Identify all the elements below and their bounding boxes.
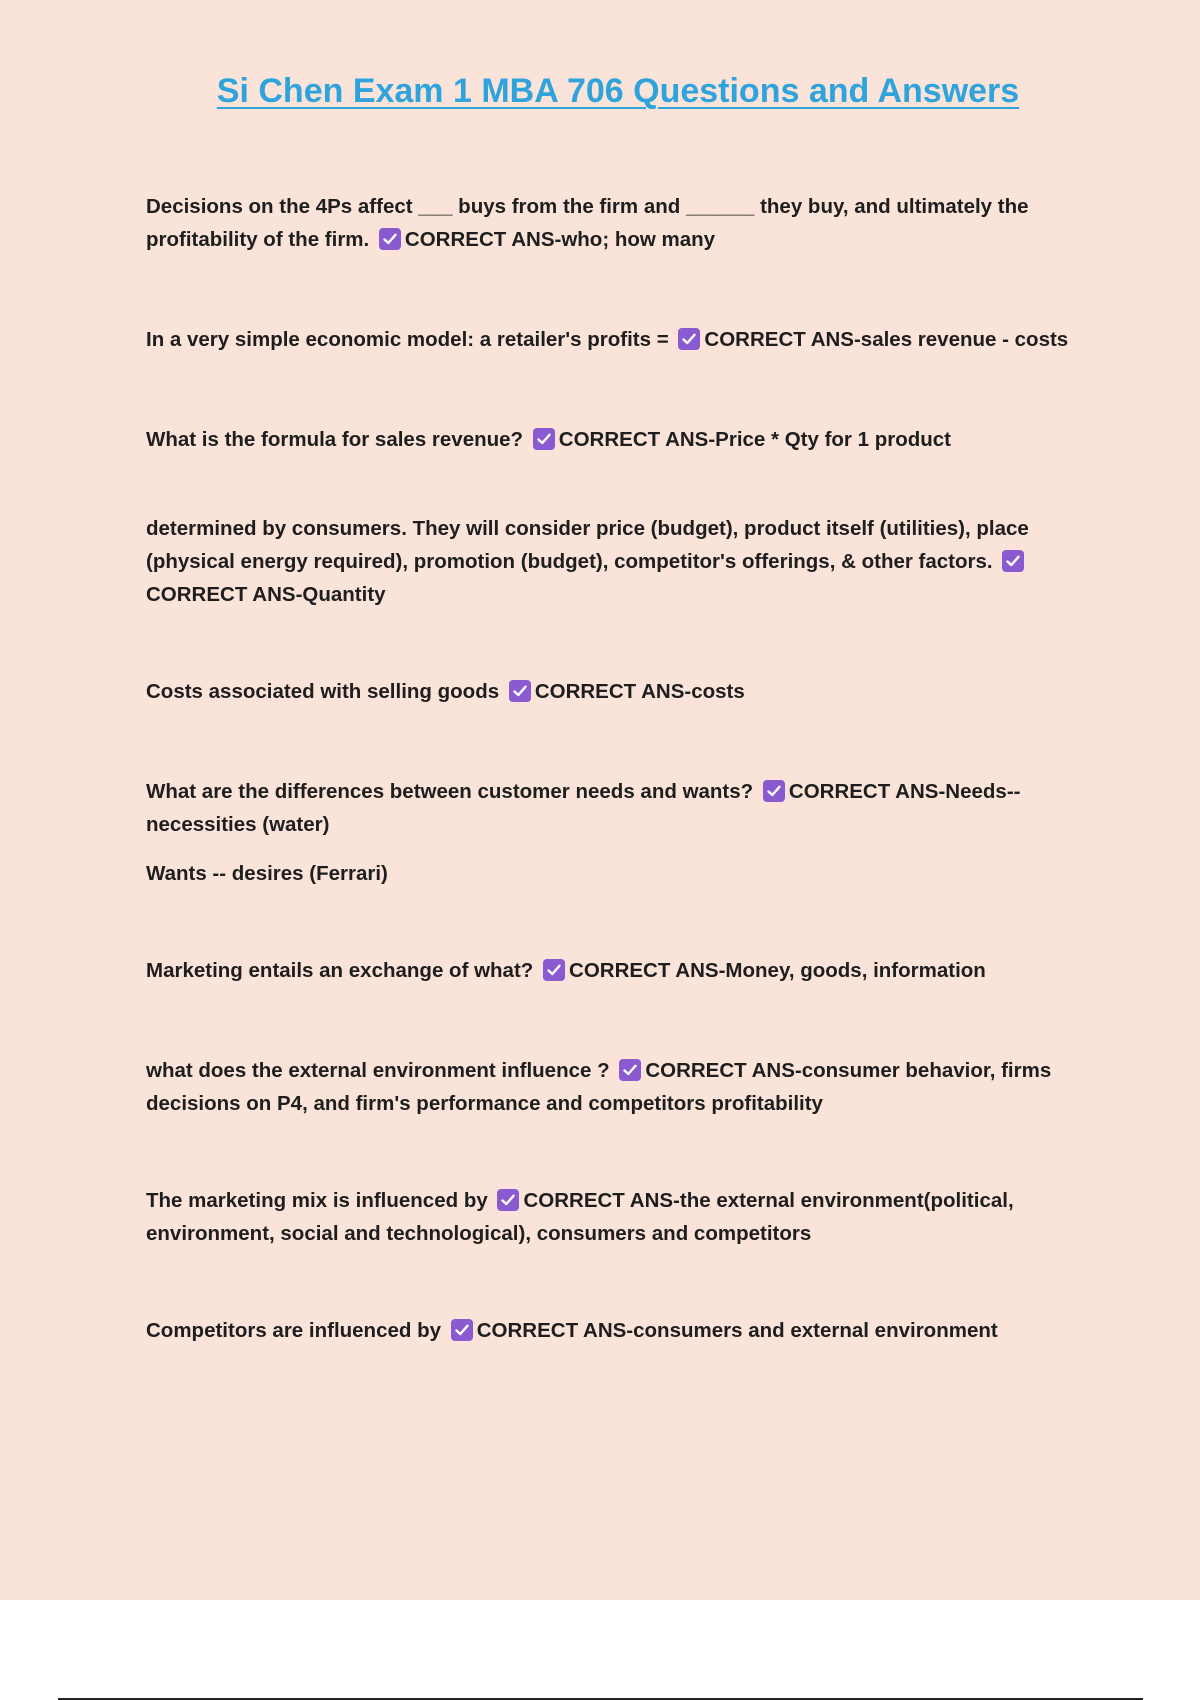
checkbox-checked-icon <box>1002 550 1024 572</box>
qa-item <box>146 675 1076 708</box>
answer-text: CORRECT ANS-sales revenue - costs <box>704 328 1069 351</box>
answer-text: CORRECT ANS-costs <box>534 680 745 703</box>
qa-item <box>146 1184 1076 1250</box>
qa-item <box>146 954 1076 987</box>
answer-text: CORRECT ANS-Price * Qty for 1 product <box>558 428 951 451</box>
qa-list <box>146 190 1076 1347</box>
document-title: Si Chen Exam 1 MBA 706 Questions and Answers <box>216 72 1020 110</box>
checkbox-checked-icon <box>619 1059 641 1081</box>
answer-text: CORRECT ANS-consumer behavior, firms decisions on P4, and firm's performance and competitors profitability <box>146 1059 1052 1115</box>
qa-item <box>146 775 1076 890</box>
question-text: Competitors are influenced by <box>146 1319 442 1342</box>
answer-continuation: Wants -- desires (Ferrari) <box>146 862 388 885</box>
qa-item <box>146 190 1076 256</box>
answer-text: CORRECT ANS-Needs--necessities (water) <box>146 780 1021 836</box>
question-text: Decisions on the 4Ps affect ___ buys from the firm and ______ they buy, and ultimately the profitability of the firm. <box>146 195 1029 251</box>
qa-item <box>146 1314 1076 1347</box>
checkbox-checked-icon <box>533 428 555 450</box>
checkbox-checked-icon <box>543 959 565 981</box>
question-text: Costs associated with selling goods <box>146 680 500 703</box>
question-text: What is the formula for sales revenue? <box>146 428 524 451</box>
checkbox-checked-icon <box>497 1189 519 1211</box>
checkbox-checked-icon <box>509 680 531 702</box>
question-text: In a very simple economic model: a retailer's profits = <box>146 328 669 351</box>
checkbox-checked-icon <box>763 780 785 802</box>
answer-text: CORRECT ANS-Quantity <box>146 583 386 606</box>
question-text: determined by consumers. They will consider price (budget), product itself (utilities), place (physical energy required), promotion (budget), competitor's offerings, & other factors. <box>146 517 1029 573</box>
checkbox-checked-icon <box>451 1319 473 1341</box>
qa-item <box>146 423 1076 456</box>
answer-text: CORRECT ANS-the external environment(political, environment, social and technological), consumers and competitors <box>146 1189 1014 1245</box>
qa-item <box>146 1054 1076 1120</box>
checkbox-checked-icon <box>678 328 700 350</box>
qa-item <box>146 323 1076 356</box>
question-text: Marketing entails an exchange of what? <box>146 959 534 982</box>
answer-text: CORRECT ANS-Money, goods, information <box>569 959 986 982</box>
question-text: what does the external environment influence ? <box>146 1059 610 1082</box>
qa-item <box>146 512 1076 611</box>
question-text: The marketing mix is influenced by <box>146 1189 488 1212</box>
checkbox-checked-icon <box>379 228 401 250</box>
answer-text: CORRECT ANS-consumers and external environment <box>476 1319 998 1342</box>
answer-text: CORRECT ANS-who; how many <box>404 228 716 251</box>
question-text: What are the differences between customer needs and wants? <box>146 780 754 803</box>
